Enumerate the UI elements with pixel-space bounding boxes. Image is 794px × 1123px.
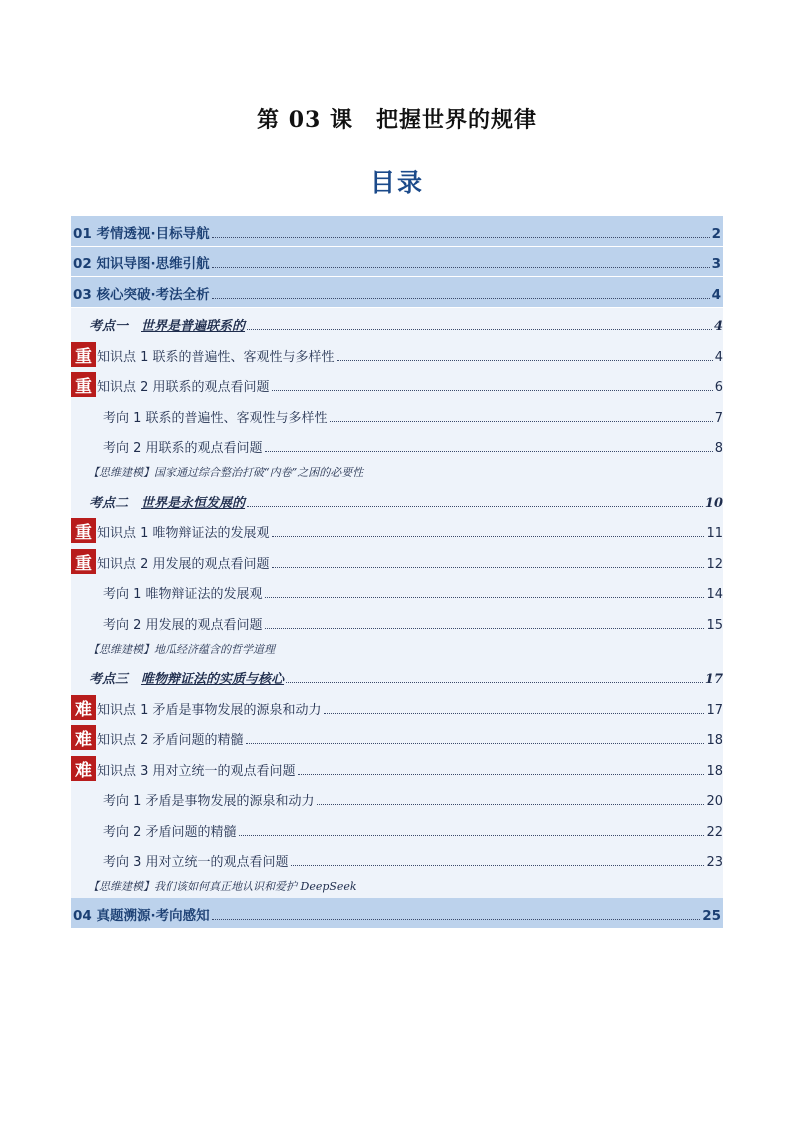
toc-entry-text: 考向 1 联系的普遍性、客观性与多样性: [103, 410, 328, 426]
toc-entry[interactable]: [71, 576, 723, 607]
lesson-title: 第 03 课 把握世界的规律: [257, 107, 537, 133]
toc-page-number: 18: [706, 763, 723, 779]
toc-heading: 目录: [369, 168, 424, 197]
key-point-badge: 重: [71, 372, 96, 397]
toc-entry-text: 02 知识导图·思维引航: [73, 256, 210, 272]
table-of-contents: [71, 216, 723, 929]
toc-entry-label: 世界是永恒发展的: [141, 495, 246, 511]
key-point-badge: 重: [71, 549, 96, 574]
toc-entry-text: [71, 492, 245, 511]
dot-leader: [247, 329, 712, 330]
toc-page-number: 8: [714, 441, 723, 456]
toc-entry-text: 考向 3 用对立统一的观点看问题: [103, 855, 289, 870]
dot-leader: [212, 919, 701, 920]
dot-leader: [286, 682, 703, 683]
toc-entry[interactable]: [71, 369, 723, 400]
toc-note: [71, 874, 723, 898]
toc-entry[interactable]: [71, 247, 723, 278]
toc-entry[interactable]: [71, 545, 723, 576]
toc-page-number: 17: [704, 672, 723, 687]
toc-entry[interactable]: [71, 399, 723, 430]
toc-note: [71, 460, 723, 484]
toc-entry-text: 知识点 3 用对立统一的观点看问题: [97, 763, 296, 779]
toc-page-number: 7: [714, 410, 723, 426]
dot-leader: [247, 506, 703, 507]
toc-page-number: 4: [713, 319, 723, 334]
toc-entry[interactable]: [71, 484, 723, 515]
toc-entry-text: 知识点 2 矛盾问题的精髓: [97, 733, 244, 748]
dot-leader: [239, 835, 705, 836]
toc-entry[interactable]: [71, 277, 723, 308]
toc-entry[interactable]: [71, 898, 723, 929]
toc-entry[interactable]: [71, 216, 723, 247]
toc-entry-text: 01 考情透视·目标导航: [73, 225, 210, 242]
toc-page-number: 4: [714, 349, 723, 365]
toc-entry-label: 世界是普遍联系的: [141, 319, 246, 334]
toc-entry-text: [71, 315, 245, 334]
toc-entry-prefix: 考点二: [89, 495, 142, 511]
dot-leader: [272, 536, 705, 537]
dot-leader: [317, 804, 705, 805]
toc-note: [71, 637, 723, 661]
toc-entry-prefix: 考点三: [89, 672, 142, 687]
toc-entry[interactable]: [71, 430, 723, 461]
difficult-point-badge: 难: [71, 756, 96, 781]
toc-entry-text: 考向 1 唯物辩证法的发展观: [103, 587, 263, 602]
toc-entry-text: 【思维建模】地瓜经济蕴含的哲学道理: [88, 642, 275, 656]
toc-page-number: 3: [711, 256, 721, 272]
toc-entry-text: 知识点 1 联系的普遍性、客观性与多样性: [97, 349, 335, 365]
toc-entry-text: [71, 668, 284, 687]
dot-leader: [337, 360, 713, 361]
toc-entry-prefix: 考点一: [89, 319, 142, 334]
dot-leader: [265, 628, 705, 629]
toc-entry-text: 知识点 2 用发展的观点看问题: [97, 556, 270, 572]
dot-leader: [246, 743, 705, 744]
toc-entry[interactable]: [71, 783, 723, 814]
dot-leader: [272, 567, 705, 568]
toc-entry[interactable]: [71, 752, 723, 783]
toc-page-number: 18: [706, 733, 723, 748]
dot-leader: [291, 865, 705, 866]
toc-page-number: 15: [706, 617, 723, 633]
toc-entry-text: 知识点 2 用联系的观点看问题: [97, 380, 270, 395]
toc-page-number: 11: [706, 526, 723, 541]
toc-entry-text: 考向 1 矛盾是事物发展的源泉和动力: [103, 794, 315, 809]
dot-leader: [212, 267, 710, 268]
toc-page-number: 2: [711, 225, 721, 242]
toc-entry-text: 04 真题溯源·考向感知: [73, 907, 210, 924]
toc-entry[interactable]: [71, 722, 723, 753]
toc-entry-text: 考向 2 矛盾问题的精髓: [103, 824, 237, 840]
toc-entry[interactable]: [71, 844, 723, 875]
dot-leader: [265, 451, 713, 452]
toc-entry[interactable]: [71, 691, 723, 722]
toc-page-number: 23: [706, 855, 723, 870]
toc-entry-text: 【思维建模】我们该如何真正地认识和爱护 DeepSeek: [88, 880, 357, 893]
toc-page-number: 22: [706, 824, 723, 840]
dot-leader: [298, 774, 705, 775]
toc-page-number: 6: [714, 380, 723, 395]
dot-leader: [330, 421, 713, 422]
dot-leader: [265, 597, 705, 598]
toc-page-number: 10: [704, 495, 723, 511]
key-point-badge: 重: [71, 518, 96, 543]
toc-entry-label: 唯物辩证法的实质与核心: [141, 672, 285, 687]
toc-entry-text: 【思维建模】国家通过综合整治打破“内卷”之困的必要性: [88, 466, 364, 479]
toc-page-number: 25: [702, 907, 721, 924]
toc-entry[interactable]: [71, 308, 723, 339]
toc-page-number: 20: [706, 794, 723, 809]
toc-entry[interactable]: [71, 813, 723, 844]
toc-page-number: 17: [706, 702, 723, 718]
toc-entry-text: 考向 2 用联系的观点看问题: [103, 441, 263, 456]
toc-entry-text: 知识点 1 唯物辩证法的发展观: [97, 526, 270, 541]
dot-leader: [212, 237, 710, 238]
toc-entry[interactable]: [71, 515, 723, 546]
toc-entry-text: 考向 2 用发展的观点看问题: [103, 617, 263, 633]
dot-leader: [324, 713, 705, 714]
difficult-point-badge: 难: [71, 725, 96, 750]
toc-page-number: 4: [711, 286, 721, 303]
difficult-point-badge: 难: [71, 695, 96, 720]
toc-entry[interactable]: [71, 661, 723, 692]
toc-page-number: 14: [706, 587, 723, 602]
toc-entry-text: 03 核心突破·考法全析: [73, 286, 210, 303]
toc-entry[interactable]: [71, 338, 723, 369]
key-point-badge: 重: [71, 342, 96, 367]
dot-leader: [212, 298, 710, 299]
toc-entry-text: 知识点 1 矛盾是事物发展的源泉和动力: [97, 702, 322, 718]
toc-entry[interactable]: [71, 606, 723, 637]
toc-page-number: 12: [706, 556, 723, 572]
dot-leader: [272, 390, 713, 391]
